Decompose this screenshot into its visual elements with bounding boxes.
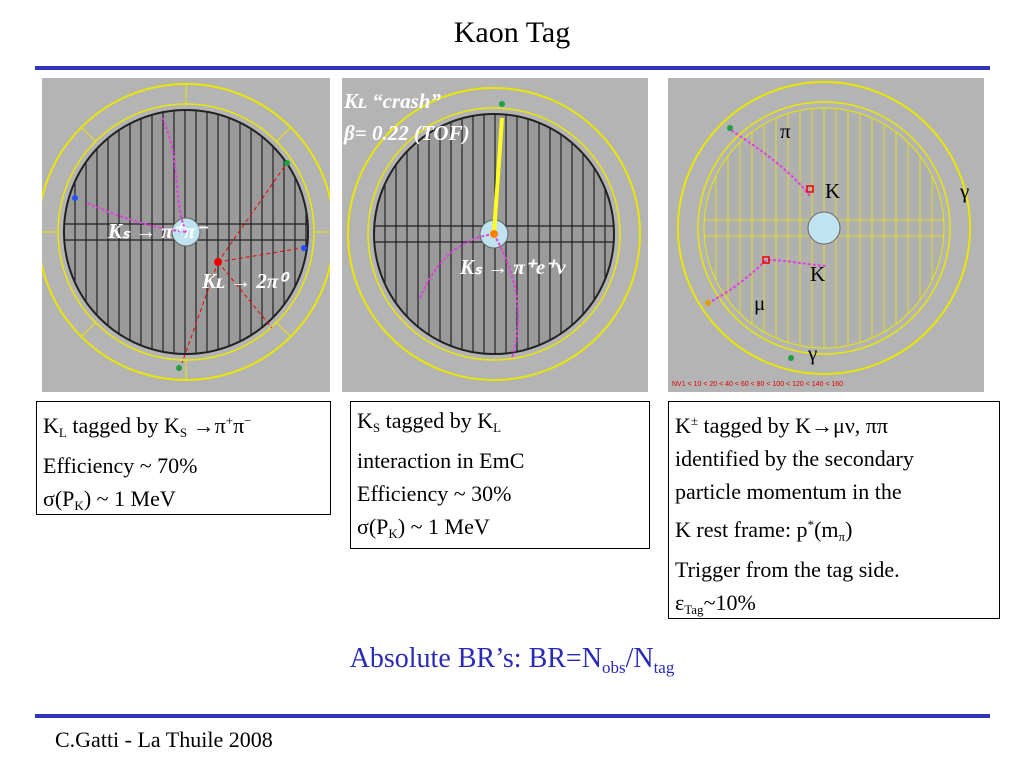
caption-right-line6: $\varepsilon_{Tag}\sim 10\%$ xyxy=(675,590,756,617)
caption-middle-line1: $K_S$ tagged by $K_L$ xyxy=(357,408,502,435)
label-pi: π xyxy=(780,119,791,143)
absolute-br-formula: Absolute BR’s: $BR=N_{obs}/N_{tag}$ xyxy=(349,643,675,677)
top-divider xyxy=(35,66,990,70)
label-gamma-bottom: γ xyxy=(808,341,818,365)
event-display-right xyxy=(668,78,984,392)
label-k-upper: K xyxy=(825,179,841,203)
label-gamma-right: γ xyxy=(960,179,970,203)
caption-box-middle xyxy=(350,401,650,549)
event-display-left xyxy=(42,78,330,392)
label-k-lower: K xyxy=(810,262,826,286)
bottom-divider xyxy=(35,714,990,718)
caption-left-line2: Efficiency ~ 70% xyxy=(43,453,198,478)
caption-middle-line2: interaction in EmC xyxy=(357,448,525,473)
caption-box-left xyxy=(36,401,331,515)
caption-right-line2: identified by the secondary xyxy=(675,446,914,471)
footer-credit: C.Gatti - La Thuile 2008 xyxy=(55,727,273,752)
slide-title: Kaon Tag xyxy=(453,16,571,49)
caption-right-line4: K rest frame: $p^*(m_\pi)$ xyxy=(675,517,853,544)
caption-right-line3: particle momentum in the xyxy=(675,479,902,504)
label-kl-crash: Kʟ “crash” xyxy=(344,89,441,113)
caption-right-line5: Trigger from the tag side. xyxy=(675,557,900,582)
caption-left-line3: $\sigma(P_K)$ ~ 1 MeV xyxy=(43,486,176,513)
caption-box-right xyxy=(668,401,1000,619)
label-beta-tof: β= 0.22 (TOF) xyxy=(344,121,470,145)
label-mu: μ xyxy=(754,291,766,315)
caption-left-line1: $K_L$ tagged by $K_S \to\pi^+\pi^-$ xyxy=(43,413,252,440)
caption-middle-line3: Efficiency ~ 30% xyxy=(357,481,512,506)
label-ks-pipi: Kₛ → π⁺π⁻ xyxy=(108,219,207,243)
detector-svg-right xyxy=(668,78,984,392)
label-kl-2pi0: Kʟ → 2π⁰ xyxy=(202,269,287,293)
detector-svg-left xyxy=(42,78,330,392)
caption-middle-line4: $\sigma(P_K)$ ~ 1 MeV xyxy=(357,514,490,541)
caption-right-line1: K± tagged by K→μν, ππ xyxy=(675,413,889,438)
event-display-middle xyxy=(342,78,648,392)
detector-svg-middle xyxy=(342,78,648,392)
energy-legend: NV1 < 10 < 20 < 40 < 60 < 80 < 100 < 120 < 140 < 160 xyxy=(672,381,844,388)
label-ks-pienu: Kₛ → π⁺e⁺ν xyxy=(460,255,566,279)
